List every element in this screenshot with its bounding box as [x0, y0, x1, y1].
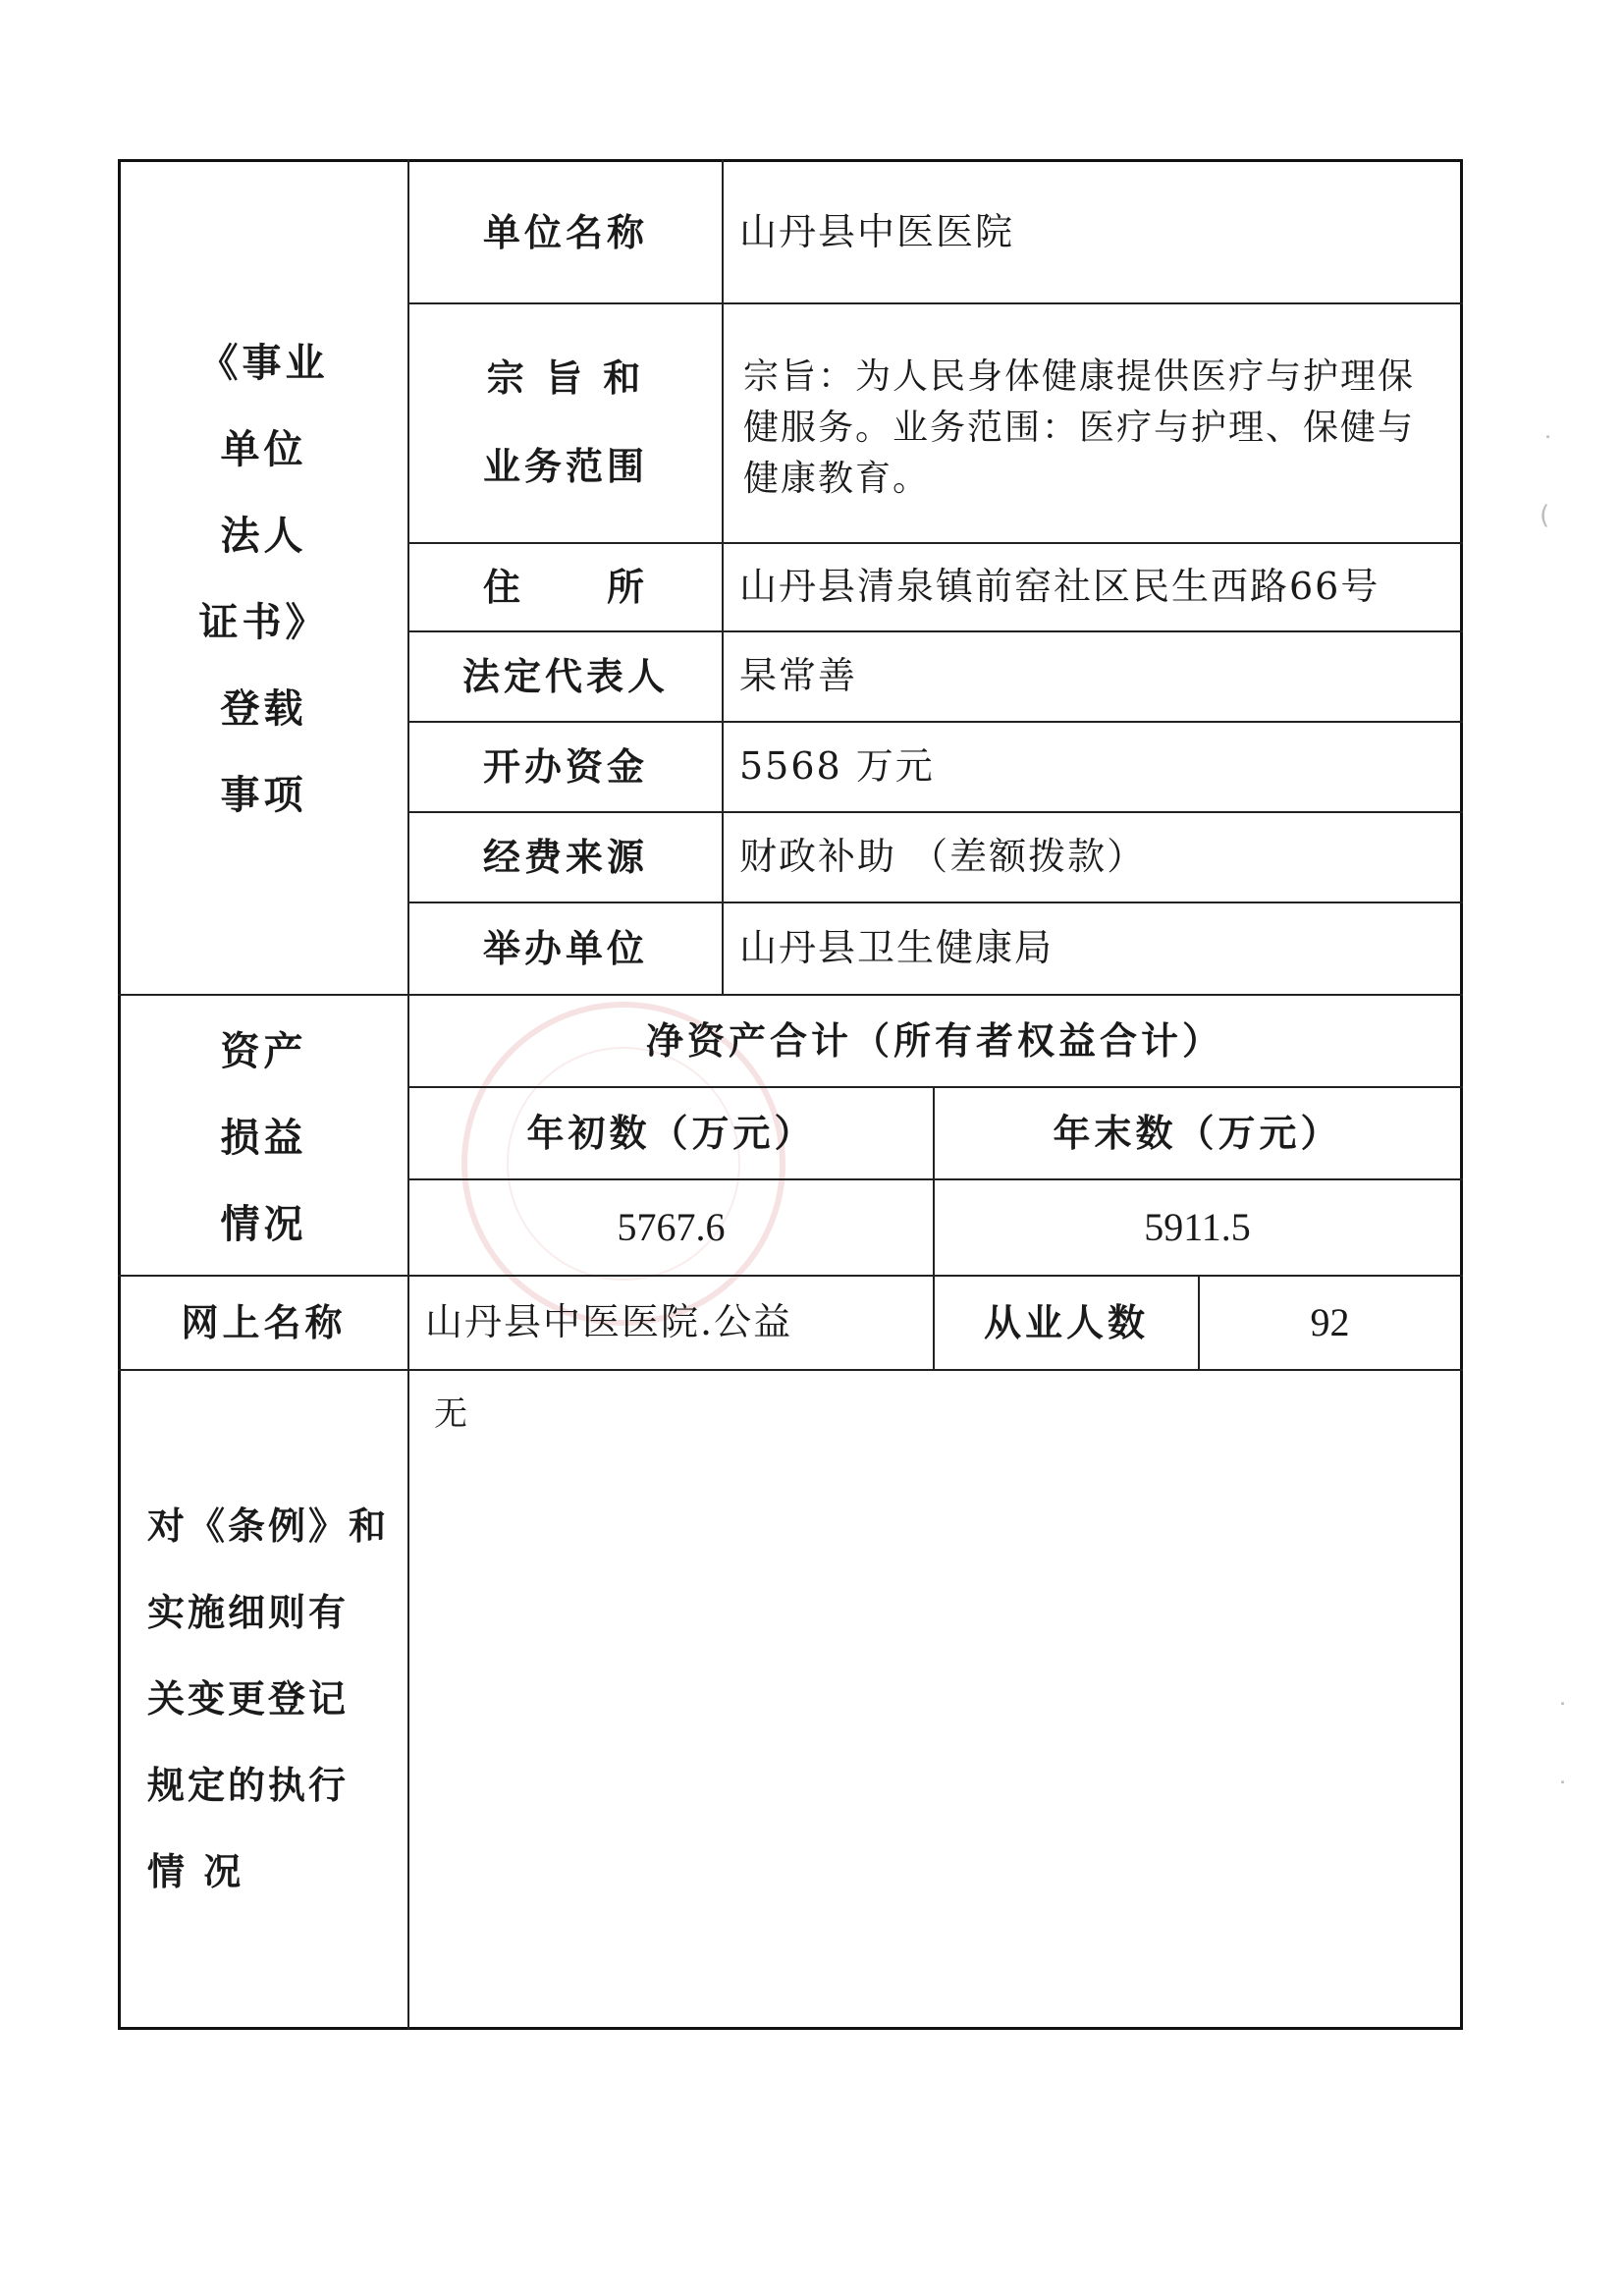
- scan-artifact-mark: ˙: [1542, 432, 1554, 462]
- regulations-label-line: 情 况: [147, 1849, 244, 1893]
- sponsor-label: 举办单位: [482, 926, 648, 971]
- unit-name-label: 单位名称: [482, 209, 648, 254]
- unit-name-value: 山丹县中医医院: [739, 209, 1015, 253]
- certificate-label-line: 证书》: [198, 599, 329, 645]
- regulations-label-line: 实施细则有: [147, 1590, 350, 1634]
- residence-value: 山丹县清泉镇前窑社区民生西路66号: [739, 565, 1380, 609]
- year-start-value: 5767.6: [617, 1205, 726, 1249]
- online-name-value: 山丹县中医医院.公益: [425, 1300, 793, 1344]
- scan-artifact-mark: ˙: [1556, 1777, 1569, 1807]
- regulations-label-line: 关变更登记: [147, 1676, 350, 1721]
- assets-section-label: [120, 1002, 407, 1275]
- regulations-label-line: 规定的执行: [147, 1763, 350, 1807]
- start-capital-label: 开办资金: [482, 744, 648, 790]
- assets-label-line: 损益: [220, 1115, 307, 1161]
- staff-count-value: 92: [1310, 1300, 1350, 1344]
- year-end-value: 5911.5: [1144, 1205, 1251, 1249]
- online-name-label: 网上名称: [181, 1300, 347, 1345]
- certificate-section-label: [120, 324, 407, 835]
- legal-rep-value: 杲常善: [739, 654, 858, 698]
- certificate-label-line: 登载: [220, 685, 307, 732]
- certificate-label-line: 单位: [220, 426, 307, 472]
- funding-source-label: 经费来源: [482, 835, 648, 880]
- certificate-label-line: 《事业: [198, 340, 329, 386]
- funding-source-value: 财政补助 （差额拨款）: [739, 835, 1147, 879]
- purpose-scope-label: [409, 334, 722, 511]
- regulations-label-line: 对《条例》和: [147, 1503, 390, 1548]
- regulations-value: 无: [434, 1394, 469, 1434]
- certificate-label-line: 事项: [220, 772, 307, 818]
- assets-label-line: 情况: [220, 1201, 307, 1247]
- assets-label-line: 资产: [220, 1028, 307, 1074]
- purpose-scope-label-line1: 宗 旨 和: [486, 355, 645, 400]
- divider-row-1: [407, 302, 1463, 304]
- year-start-label: 年初数（万元）: [526, 1111, 816, 1156]
- sponsor-value: 山丹县卫生健康局: [739, 926, 1055, 970]
- net-assets-header: 净资产合计（所有者权益合计）: [645, 1018, 1223, 1064]
- purpose-scope-label-line2: 业务范围: [482, 444, 648, 488]
- certificate-label-line: 法人: [220, 513, 307, 559]
- start-capital-value: 5568 万元: [739, 744, 935, 789]
- regulations-label: [147, 1483, 407, 1915]
- legal-rep-label: 法定代表人: [461, 654, 669, 699]
- purpose-scope-value: 宗旨：为人民身体健康提供医疗与护理保健服务。业务范围：医疗与护理、保健与健康教育。: [743, 356, 1416, 499]
- staff-count-label: 从业人数: [983, 1300, 1149, 1345]
- residence-label: 住 所: [482, 565, 648, 610]
- year-end-label: 年末数（万元）: [1053, 1111, 1342, 1156]
- scan-artifact-mark: (: [1540, 501, 1550, 530]
- scan-artifact-mark: ˙: [1556, 1699, 1569, 1728]
- divider-row-11: [118, 1369, 1463, 1371]
